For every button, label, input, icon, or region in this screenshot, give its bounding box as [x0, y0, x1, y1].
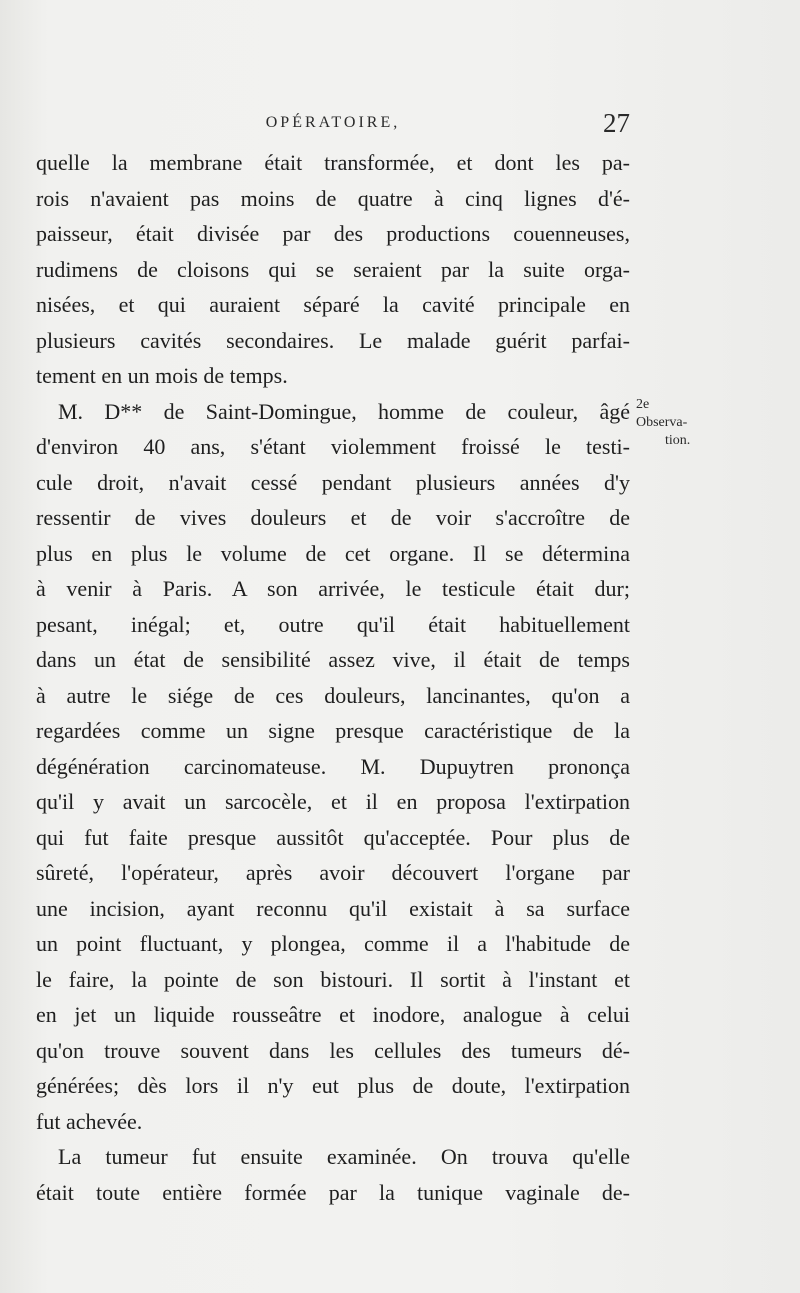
- text-line: un point fluctuant, y plongea, comme il a l'habitude de: [36, 931, 630, 956]
- text-line: rois n'avaient pas moins de quatre à cinq lignes d'é-: [36, 185, 630, 211]
- margin-note-text: tion.: [665, 433, 691, 448]
- text-line: tement en un mois de temps.: [36, 363, 288, 388]
- page-header: [36, 108, 630, 144]
- body-text: [36, 145, 630, 1210]
- text-line: à venir à Paris. A son arrivée, le testicule était dur;: [36, 576, 630, 601]
- text-line: générées; dès lors il n'y eut plus de doute, l'extirpation: [36, 1073, 630, 1098]
- text-line: d'environ 40 ans, s'étant violemment froissé le testi-: [36, 434, 630, 459]
- margin-note-line: [636, 396, 766, 432]
- text-line: rudimens de cloisons qui se seraient par la suite orga-: [36, 256, 630, 282]
- text-line: regardées comme un signe presque caractéristique de la: [36, 718, 630, 743]
- text-line: fut achevée.: [36, 1108, 143, 1134]
- text-line: qu'on trouve souvent dans les cellules des tumeurs dé-: [36, 1037, 630, 1063]
- text-line: dans un état de sensibilité assez vive, il était de temps: [36, 647, 630, 672]
- text-line: M. D** de Saint-Domingue, homme de couleur, âgé: [58, 398, 630, 424]
- text-line: ressentir de vives douleurs et de voir s'accroître de: [36, 505, 630, 530]
- observation-number: 2e: [636, 397, 650, 412]
- text-line: à autre le siége de ces douleurs, lancinantes, qu'on a: [36, 682, 630, 708]
- text-line: était toute entière formée par la tunique vaginale de-: [36, 1179, 630, 1205]
- text-line: paisseur, était divisée par des productions couenneuses,: [36, 221, 630, 246]
- text-line: plus en plus le volume de cet organe. Il se détermina: [36, 540, 630, 566]
- margin-note-text: Observa-: [636, 415, 688, 430]
- margin-note: [636, 396, 766, 450]
- running-head: OPÉRATOIRE,: [265, 114, 401, 131]
- text-line: une incision, ayant reconnu qu'il existait à sa surface: [36, 895, 630, 921]
- text-line: sûreté, l'opérateur, après avoir découvert l'organe par: [36, 860, 630, 885]
- text-line: dégénération carcinomateuse. M. Dupuytren prononça: [36, 753, 630, 779]
- page-number: 27: [603, 108, 630, 138]
- text-line: nisées, et qui auraient séparé la cavité principale en: [36, 292, 630, 317]
- text-line: cule droit, n'avait cessé pendant plusieurs années d'y: [36, 469, 630, 495]
- text-line: qui fut faite presque aussitôt qu'acceptée. Pour plus de: [36, 824, 630, 850]
- text-line: quelle la membrane était transformée, et dont les pa-: [36, 150, 630, 175]
- text-line: le faire, la pointe de son bistouri. Il sortit à l'instant et: [36, 966, 630, 992]
- text-line: La tumeur fut ensuite examinée. On trouva qu'elle: [58, 1144, 630, 1169]
- text-line: qu'il y avait un sarcocèle, et il en proposa l'extirpation: [36, 789, 630, 814]
- text-line: pesant, inégal; et, outre qu'il était habituellement: [36, 611, 630, 637]
- text-line: en jet un liquide rousseâtre et inodore, analogue à celui: [36, 1002, 630, 1027]
- text-line: plusieurs cavités secondaires. Le malade guérit parfai-: [36, 327, 630, 353]
